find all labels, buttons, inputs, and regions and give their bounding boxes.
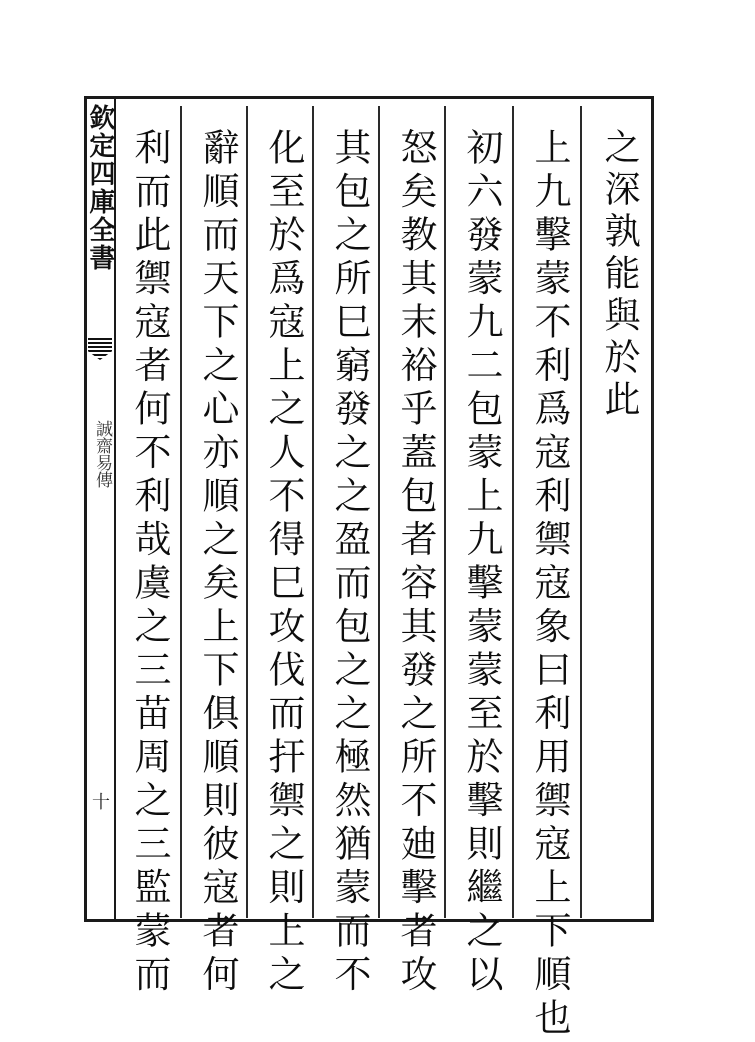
spine-book-title: 欽定四庫全書 — [85, 104, 115, 272]
text-column-7: 辭順而天下之心亦順之矣上下俱順則彼寇者何 — [196, 128, 239, 998]
text-column-2: 上九擊蒙不利爲寇利禦寇象曰利用禦寇上下順也 — [528, 128, 571, 1042]
column-rule — [180, 106, 182, 918]
text-column-6: 化至於爲寇上之人不得巳攻伐而扞禦之則上之 — [262, 128, 305, 998]
page-border-inner-rule — [652, 120, 654, 900]
folio-number: 十 — [89, 792, 110, 810]
text-column-5: 其包之所巳窮發之之盈而包之之極然猶蒙而不 — [328, 128, 371, 998]
text-column-1: 之深孰能與於此 — [599, 128, 640, 422]
column-rule — [512, 106, 514, 918]
column-rule — [378, 106, 380, 918]
spine-chapter-title: 誠齋易傳 — [92, 420, 112, 488]
column-rule — [246, 106, 248, 918]
text-column-8: 利而此禦寇者何不利哉虞之三苗周之三監蒙而 — [128, 128, 171, 998]
column-rule — [312, 106, 314, 918]
column-rule — [444, 106, 446, 918]
text-column-4: 怒矣教其末裕乎蓋包者容其發之所不廸擊者攻 — [394, 128, 437, 998]
column-rule — [580, 106, 582, 918]
text-column-3: 初六發蒙九二包蒙上九擊蒙蒙至於擊則繼之以 — [460, 128, 503, 998]
